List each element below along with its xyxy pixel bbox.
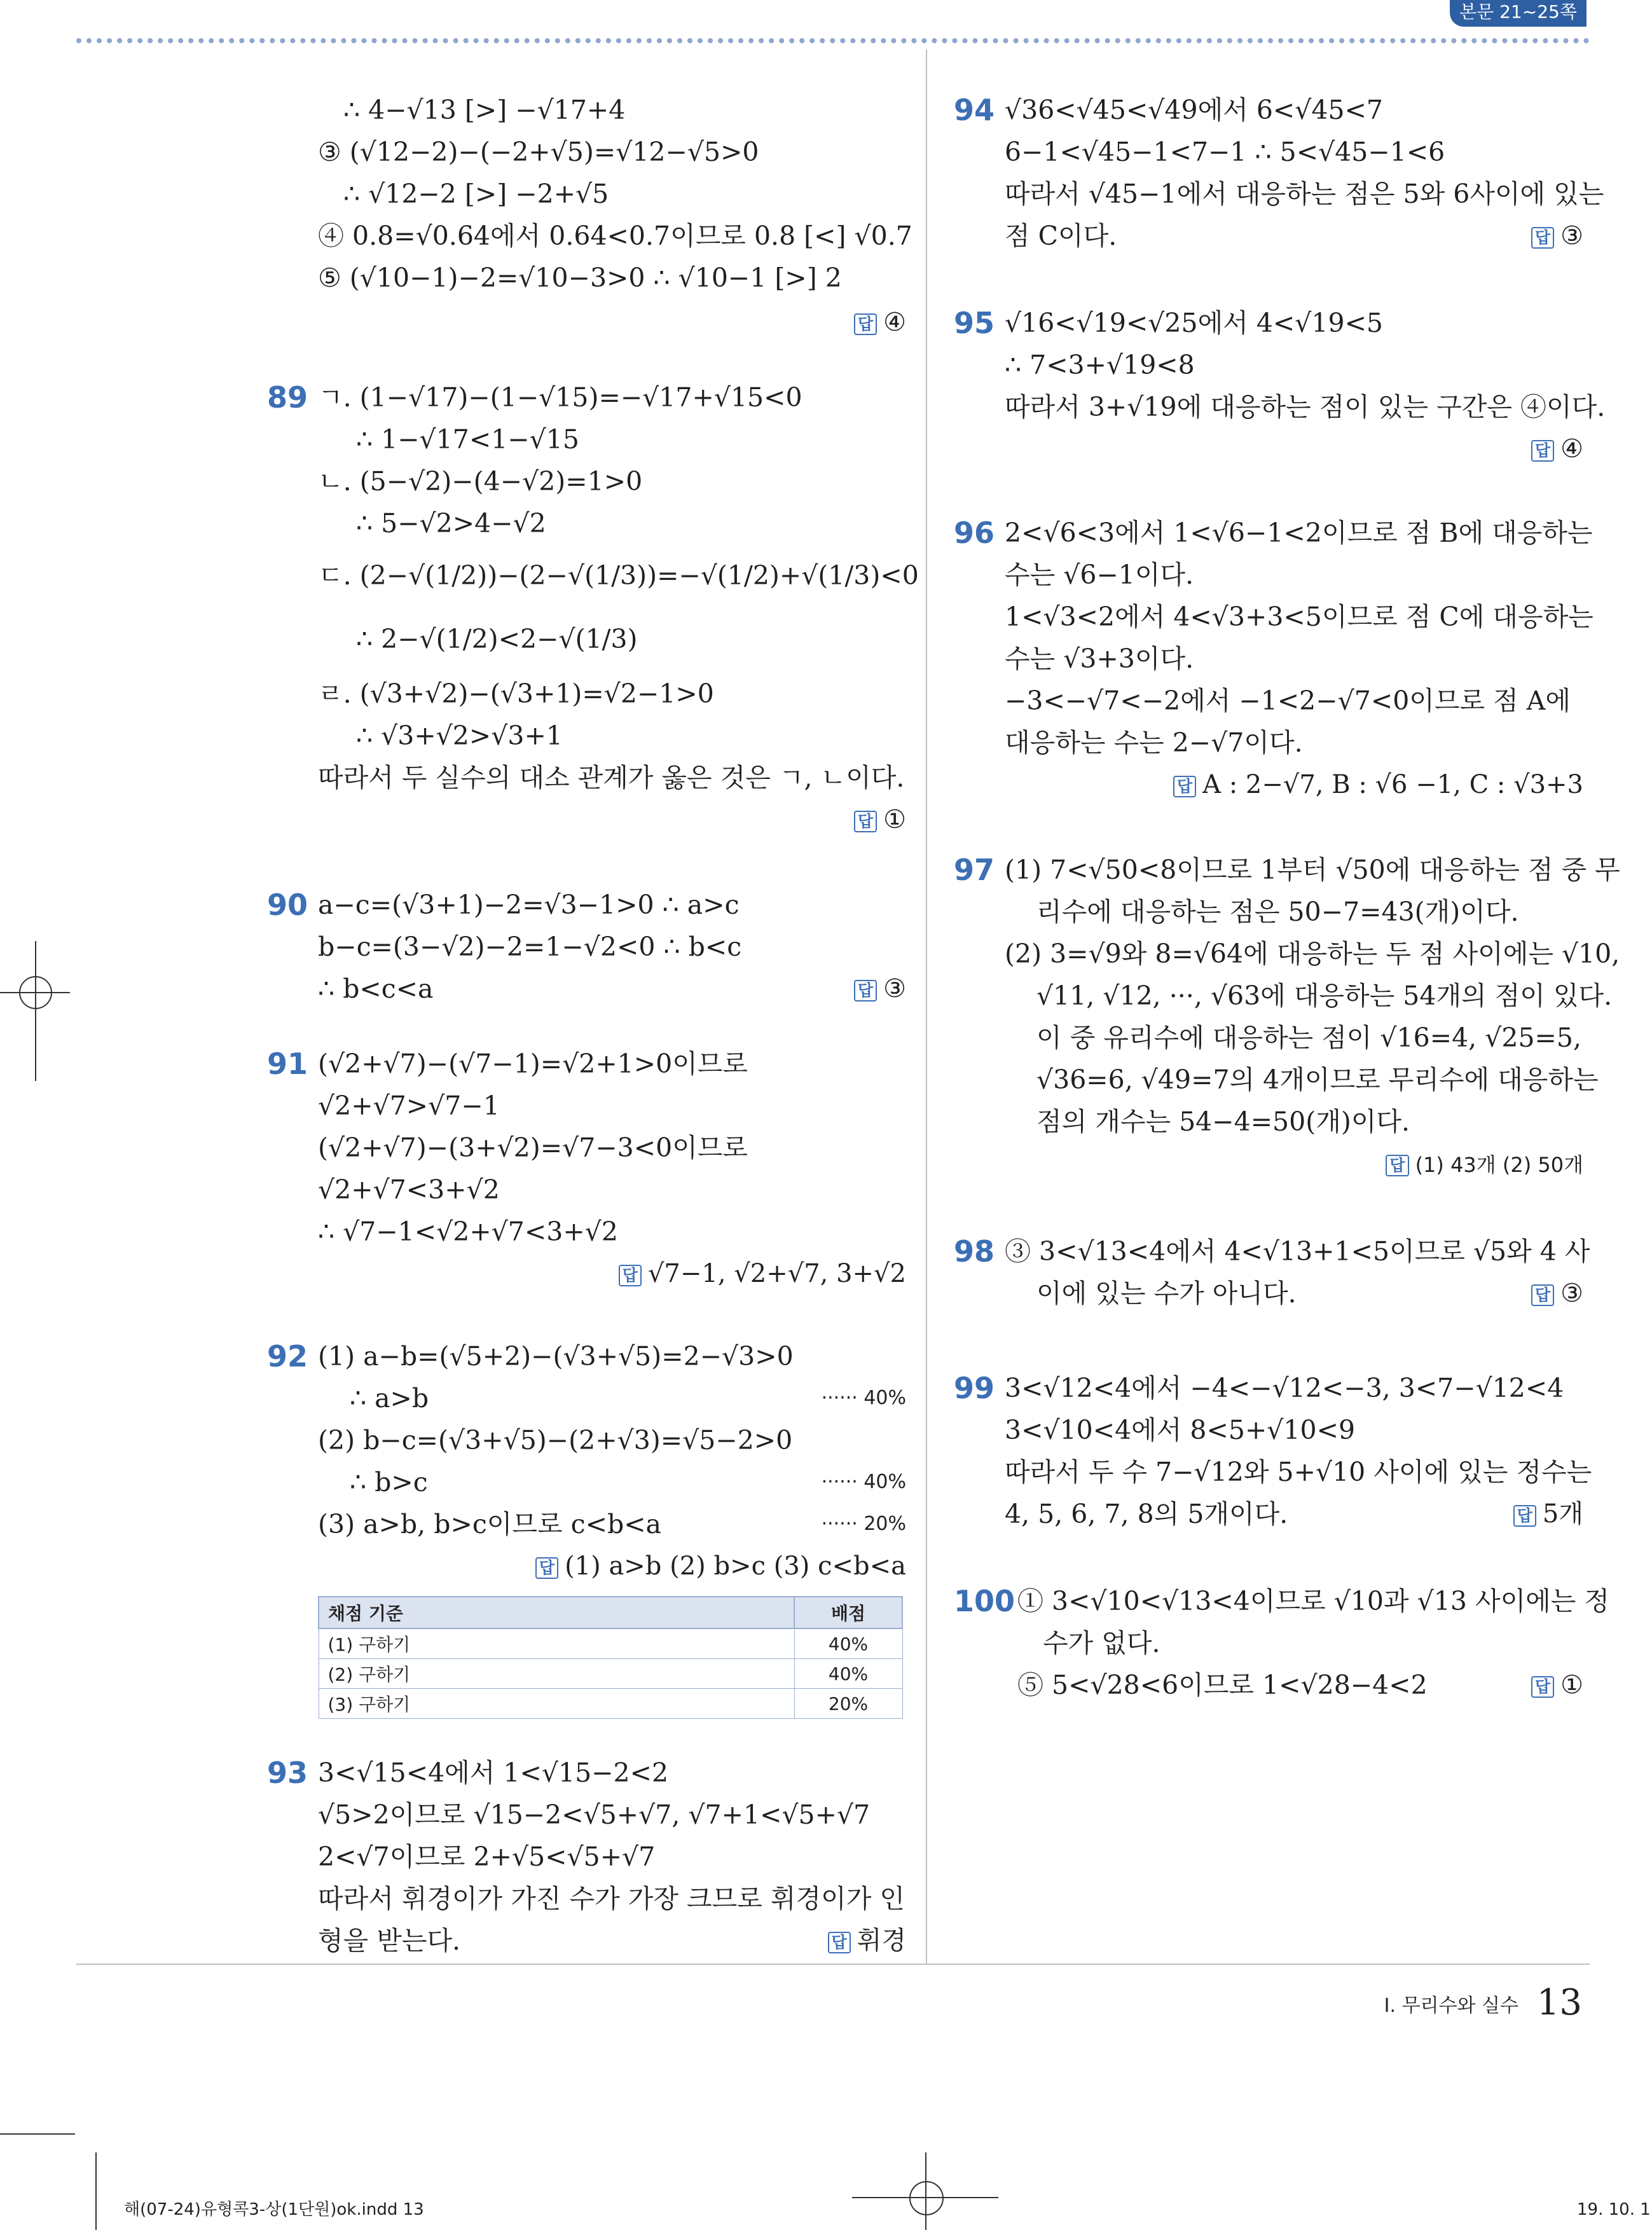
problem-number: 96: [954, 516, 995, 550]
sol94-line-2: 6−1<√45−1<7−1 ∴ 5<√45−1<6: [1005, 137, 1445, 167]
problem-number: 98: [954, 1234, 995, 1269]
sol96-line-6: 대응하는 수는 2−√7이다.: [1005, 727, 1303, 758]
sol91-line-3: (√2+√7)−(3+√2)=√7−3<0이므로: [318, 1132, 748, 1163]
table-header: 채점 기준: [319, 1597, 794, 1628]
page-tab-label: 본문 21~25쪽: [1459, 1, 1577, 22]
answer-text: (1) 43개 (2) 50개: [1415, 1153, 1583, 1177]
sol95-line-3: 따라서 3+√19에 대응하는 점이 있는 구간은 ④이다.: [1005, 392, 1606, 422]
sol89-line-8: ∴ √3+√2>√3+1: [356, 720, 563, 751]
sol96-line-4: 수는 √3+3이다.: [1005, 644, 1194, 674]
sol93-line-1: 3<√15<4에서 1<√15−2<2: [318, 1758, 669, 1788]
sol100-line-2: 수가 없다.: [1043, 1628, 1160, 1658]
sol92-line-3: (2) b−c=(√3+√5)−(2+√3)=√5−2>0: [318, 1425, 793, 1456]
sol97-line-6: √36=6, √49=7의 4개이므로 무리수에 대응하는: [1036, 1064, 1599, 1095]
sol99-line-3: 따라서 두 수 7−√12와 5+√10 사이에 있는 정수는: [1005, 1457, 1592, 1487]
answer-badge: 답: [1531, 1676, 1554, 1698]
sol99-answer: [1513, 1493, 1583, 1535]
sol95-line-2: ∴ 7<3+√19<8: [1005, 350, 1195, 380]
answer-badge: 답: [854, 811, 877, 832]
sol88-line-3: ∴ √12−2 [>] −2+√5: [343, 179, 609, 209]
registration-mark-left-v: [35, 941, 36, 1081]
problem-number: 89: [267, 380, 308, 415]
sol93-answer: [828, 1920, 906, 1962]
sol92-line-5: (3) a>b, b>c이므로 c<b<a: [318, 1509, 661, 1539]
sol92-answer: [535, 1545, 906, 1587]
answer-badge: 답: [1531, 1284, 1554, 1306]
registration-circle-left: [19, 976, 52, 1009]
sol89-line-7: ㄹ. (√3+√2)−(√3+1)=√2−1>0: [318, 678, 714, 709]
sol90-line-1: a−c=(√3+1)−2=√3−1>0 ∴ a>c: [318, 890, 740, 920]
registration-circle-bottom: [909, 2181, 944, 2215]
sol88-line-5: ⑤ (√10−1)−2=√10−3>0 ∴ √10−1 [>] 2: [318, 263, 842, 293]
sol98-answer: [1531, 1272, 1583, 1314]
sol89-line-1: ㄱ. (1−√17)−(1−√15)=−√17+√15<0: [318, 382, 802, 413]
table-row: [319, 1689, 902, 1719]
answer-text: ③: [1560, 1279, 1583, 1308]
sol97-line-4: √11, √12, ···, √63에 대응하는 54개의 점이 있다.: [1036, 981, 1613, 1011]
problem-number: 100: [954, 1584, 1015, 1618]
scoring-criteria-table: [318, 1596, 903, 1719]
answer-badge: 답: [854, 313, 877, 335]
chapter-label: I. 무리수와 실수: [1384, 1995, 1518, 2017]
sol96-line-1: 2<√6<3에서 1<√6−1<2이므로 점 B에 대응하는: [1005, 518, 1593, 548]
sol97-line-2: 리수에 대응하는 점은 50−7=43(개)이다.: [1036, 897, 1519, 927]
sol97-line-7: 점의 개수는 54−4=50(개)이다.: [1036, 1106, 1410, 1137]
problem-number: 95: [954, 306, 995, 340]
sol90-line-3: ∴ b<c<a: [318, 974, 434, 1004]
sol89-line-6: ∴ 2−√(1/2)<2−√(1/3): [356, 624, 638, 654]
table-row: [319, 1659, 902, 1689]
answer-badge: 답: [1386, 1155, 1408, 1176]
sol94-line-4: 점 C이다.: [1005, 221, 1117, 251]
sol91-line-5: ∴ √7−1<√2+√7<3+√2: [318, 1216, 618, 1247]
answer-badge: 답: [1531, 440, 1554, 462]
sol91-line-1: (√2+√7)−(√7−1)=√2+1>0이므로: [318, 1049, 748, 1079]
sol97-line-3: (2) 3=√9와 8=√64에 대응하는 두 점 사이에는 √10,: [1005, 939, 1620, 969]
sol88-line-1: ∴ 4−√13 [>] −√17+4: [343, 95, 626, 125]
sol99-line-1: 3<√12<4에서 −4<−√12<−3, 3<7−√12<4: [1005, 1373, 1564, 1403]
answer-badge: 답: [1173, 776, 1196, 797]
table-cell: (2) 구하기: [319, 1659, 794, 1689]
sol98-line-2: 이에 있는 수가 아니다.: [1036, 1278, 1297, 1309]
sol92-line-2: ∴ a>b: [350, 1383, 429, 1414]
answer-badge: 답: [1513, 1505, 1536, 1527]
answer-text: 휘경: [857, 1926, 906, 1955]
sol96-answer: [1173, 764, 1583, 806]
sol92-line-1: (1) a−b=(√5+2)−(√3+√5)=2−√3>0: [318, 1341, 794, 1372]
sol93-line-4: 따라서 휘경이가 가진 수가 가장 크므로 휘경이가 인: [318, 1883, 905, 1914]
sol96-line-5: −3<−√7<−2에서 −1<2−√7<0이므로 점 A에: [1005, 685, 1571, 716]
answer-text: √7−1, √2+√7, 3+√2: [647, 1259, 906, 1288]
answer-badge: 답: [854, 980, 877, 1001]
answer-badge: 답: [619, 1265, 642, 1286]
answer-text: ①: [883, 805, 906, 834]
sol88-line-4: ④ 0.8=√0.64에서 0.64<0.7이므로 0.8 [<] √0.7: [318, 221, 912, 251]
table-cell: 40%: [794, 1659, 902, 1689]
sol91-answer: [619, 1253, 906, 1295]
problem-number: 99: [954, 1371, 995, 1405]
answer-text: ④: [883, 308, 906, 337]
score-percent: ······ 20%: [821, 1513, 906, 1535]
sol99-line-4: 4, 5, 6, 7, 8의 5개이다.: [1005, 1499, 1288, 1529]
answer-text: A : 2−√7, B : √6 −1, C : √3+3: [1202, 770, 1583, 799]
sol94-answer: [1531, 215, 1583, 257]
sol100-line-1: ① 3<√10<√13<4이므로 √10과 √13 사이에는 정: [1017, 1586, 1610, 1616]
problem-number: 94: [954, 93, 995, 127]
sol100-answer: [1531, 1664, 1583, 1706]
answer-text: ③: [1560, 221, 1583, 251]
problem-number: 93: [267, 1756, 308, 1790]
sol91-line-4: √2+√7<3+√2: [318, 1174, 500, 1205]
problem-number: 92: [267, 1339, 308, 1373]
sol95-answer: [1531, 428, 1583, 470]
print-date: 19. 10. 1: [1577, 2200, 1651, 2219]
answer-text: ③: [883, 974, 906, 1003]
table-header: 배점: [794, 1597, 902, 1628]
sol89-line-3: ㄴ. (5−√2)−(4−√2)=1>0: [318, 466, 643, 497]
answer-text: (1) a>b (2) b>c (3) c<b<a: [565, 1552, 906, 1581]
sol94-line-1: √36<√45<√49에서 6<√45<7: [1005, 95, 1384, 125]
column-divider: [926, 50, 927, 1964]
sol96-line-3: 1<√3<2에서 4<√3+3<5이므로 점 C에 대응하는: [1005, 602, 1593, 632]
sol94-line-3: 따라서 √45−1에서 대응하는 점은 5와 6사이에 있는: [1005, 179, 1604, 209]
footer-rule: [76, 1964, 1590, 1965]
answer-text: 5개: [1542, 1499, 1583, 1529]
problem-number: 91: [267, 1047, 308, 1081]
sol89-line-9: 따라서 두 실수의 대소 관계가 옳은 것은 ㄱ, ㄴ이다.: [318, 762, 905, 793]
answer-badge: 답: [1531, 227, 1554, 249]
sol89-line-2: ∴ 1−√17<1−√15: [356, 424, 579, 455]
sol95-line-1: √16<√19<√25에서 4<√19<5: [1005, 308, 1384, 338]
sol89-answer: [854, 799, 906, 841]
sol96-line-2: 수는 √6−1이다.: [1005, 560, 1194, 590]
sol93-line-3: 2<√7이므로 2+√5<√5+√7: [318, 1841, 656, 1872]
score-percent: ······ 40%: [821, 1471, 906, 1493]
sol97-line-5: 이 중 유리수에 대응하는 점이 √16=4, √25=5,: [1036, 1022, 1582, 1053]
table-cell: 40%: [794, 1628, 902, 1659]
answer-badge: 답: [828, 1932, 851, 1953]
sol93-line-2: √5>2이므로 √15−2<√5+√7, √7+1<√5+√7: [318, 1800, 871, 1830]
sol90-line-2: b−c=(3−√2)−2=1−√2<0 ∴ b<c: [318, 932, 742, 962]
sol97-answer: [1386, 1143, 1583, 1186]
table-cell: (1) 구하기: [319, 1628, 794, 1659]
table-cell: 20%: [794, 1689, 902, 1719]
problem-number: 97: [954, 853, 995, 887]
sol98-line-1: ③ 3<√13<4에서 4<√13+1<5이므로 √5와 4 사: [1005, 1236, 1590, 1267]
header-dotted-rule: [76, 38, 1590, 43]
table-cell: (3) 구하기: [319, 1689, 794, 1719]
header-page-tab: [1450, 0, 1587, 27]
problem-number: 90: [267, 888, 308, 922]
crop-mark-bottom-left-h: [0, 2133, 75, 2135]
sol88-answer: [854, 301, 906, 343]
score-percent: ······ 40%: [821, 1387, 906, 1409]
sol93-line-5: 형을 받는다.: [318, 1925, 461, 1956]
sol89-line-5: ㄷ. (2−√(1/2))−(2−√(1/3))=−√(1/2)+√(1/3)<0: [318, 560, 919, 591]
sol90-answer: [854, 968, 906, 1010]
sol92-line-4: ∴ b>c: [350, 1467, 428, 1497]
sol91-line-2: √2+√7>√7−1: [318, 1091, 500, 1121]
print-file-name: 해(07-24)유형콕3-상(1단원)ok.indd 13: [124, 2200, 424, 2219]
answer-badge: 답: [535, 1557, 558, 1579]
sol99-line-2: 3<√10<4에서 8<5+√10<9: [1005, 1415, 1356, 1445]
sol88-line-2: ③ (√12−2)−(−2+√5)=√12−√5>0: [318, 137, 759, 167]
answer-text: ④: [1560, 434, 1583, 464]
sol89-line-4: ∴ 5−√2>4−√2: [356, 508, 546, 539]
crop-mark-bottom-left-v: [95, 2152, 97, 2230]
sol100-line-3: ⑤ 5<√28<6이므로 1<√28−4<2: [1017, 1670, 1428, 1700]
table-row: [319, 1628, 902, 1659]
page-number: 13: [1536, 1982, 1582, 2023]
answer-text: ①: [1560, 1670, 1583, 1700]
sol97-line-1: (1) 7<√50<8이므로 1부터 √50에 대응하는 점 중 무: [1005, 855, 1620, 885]
